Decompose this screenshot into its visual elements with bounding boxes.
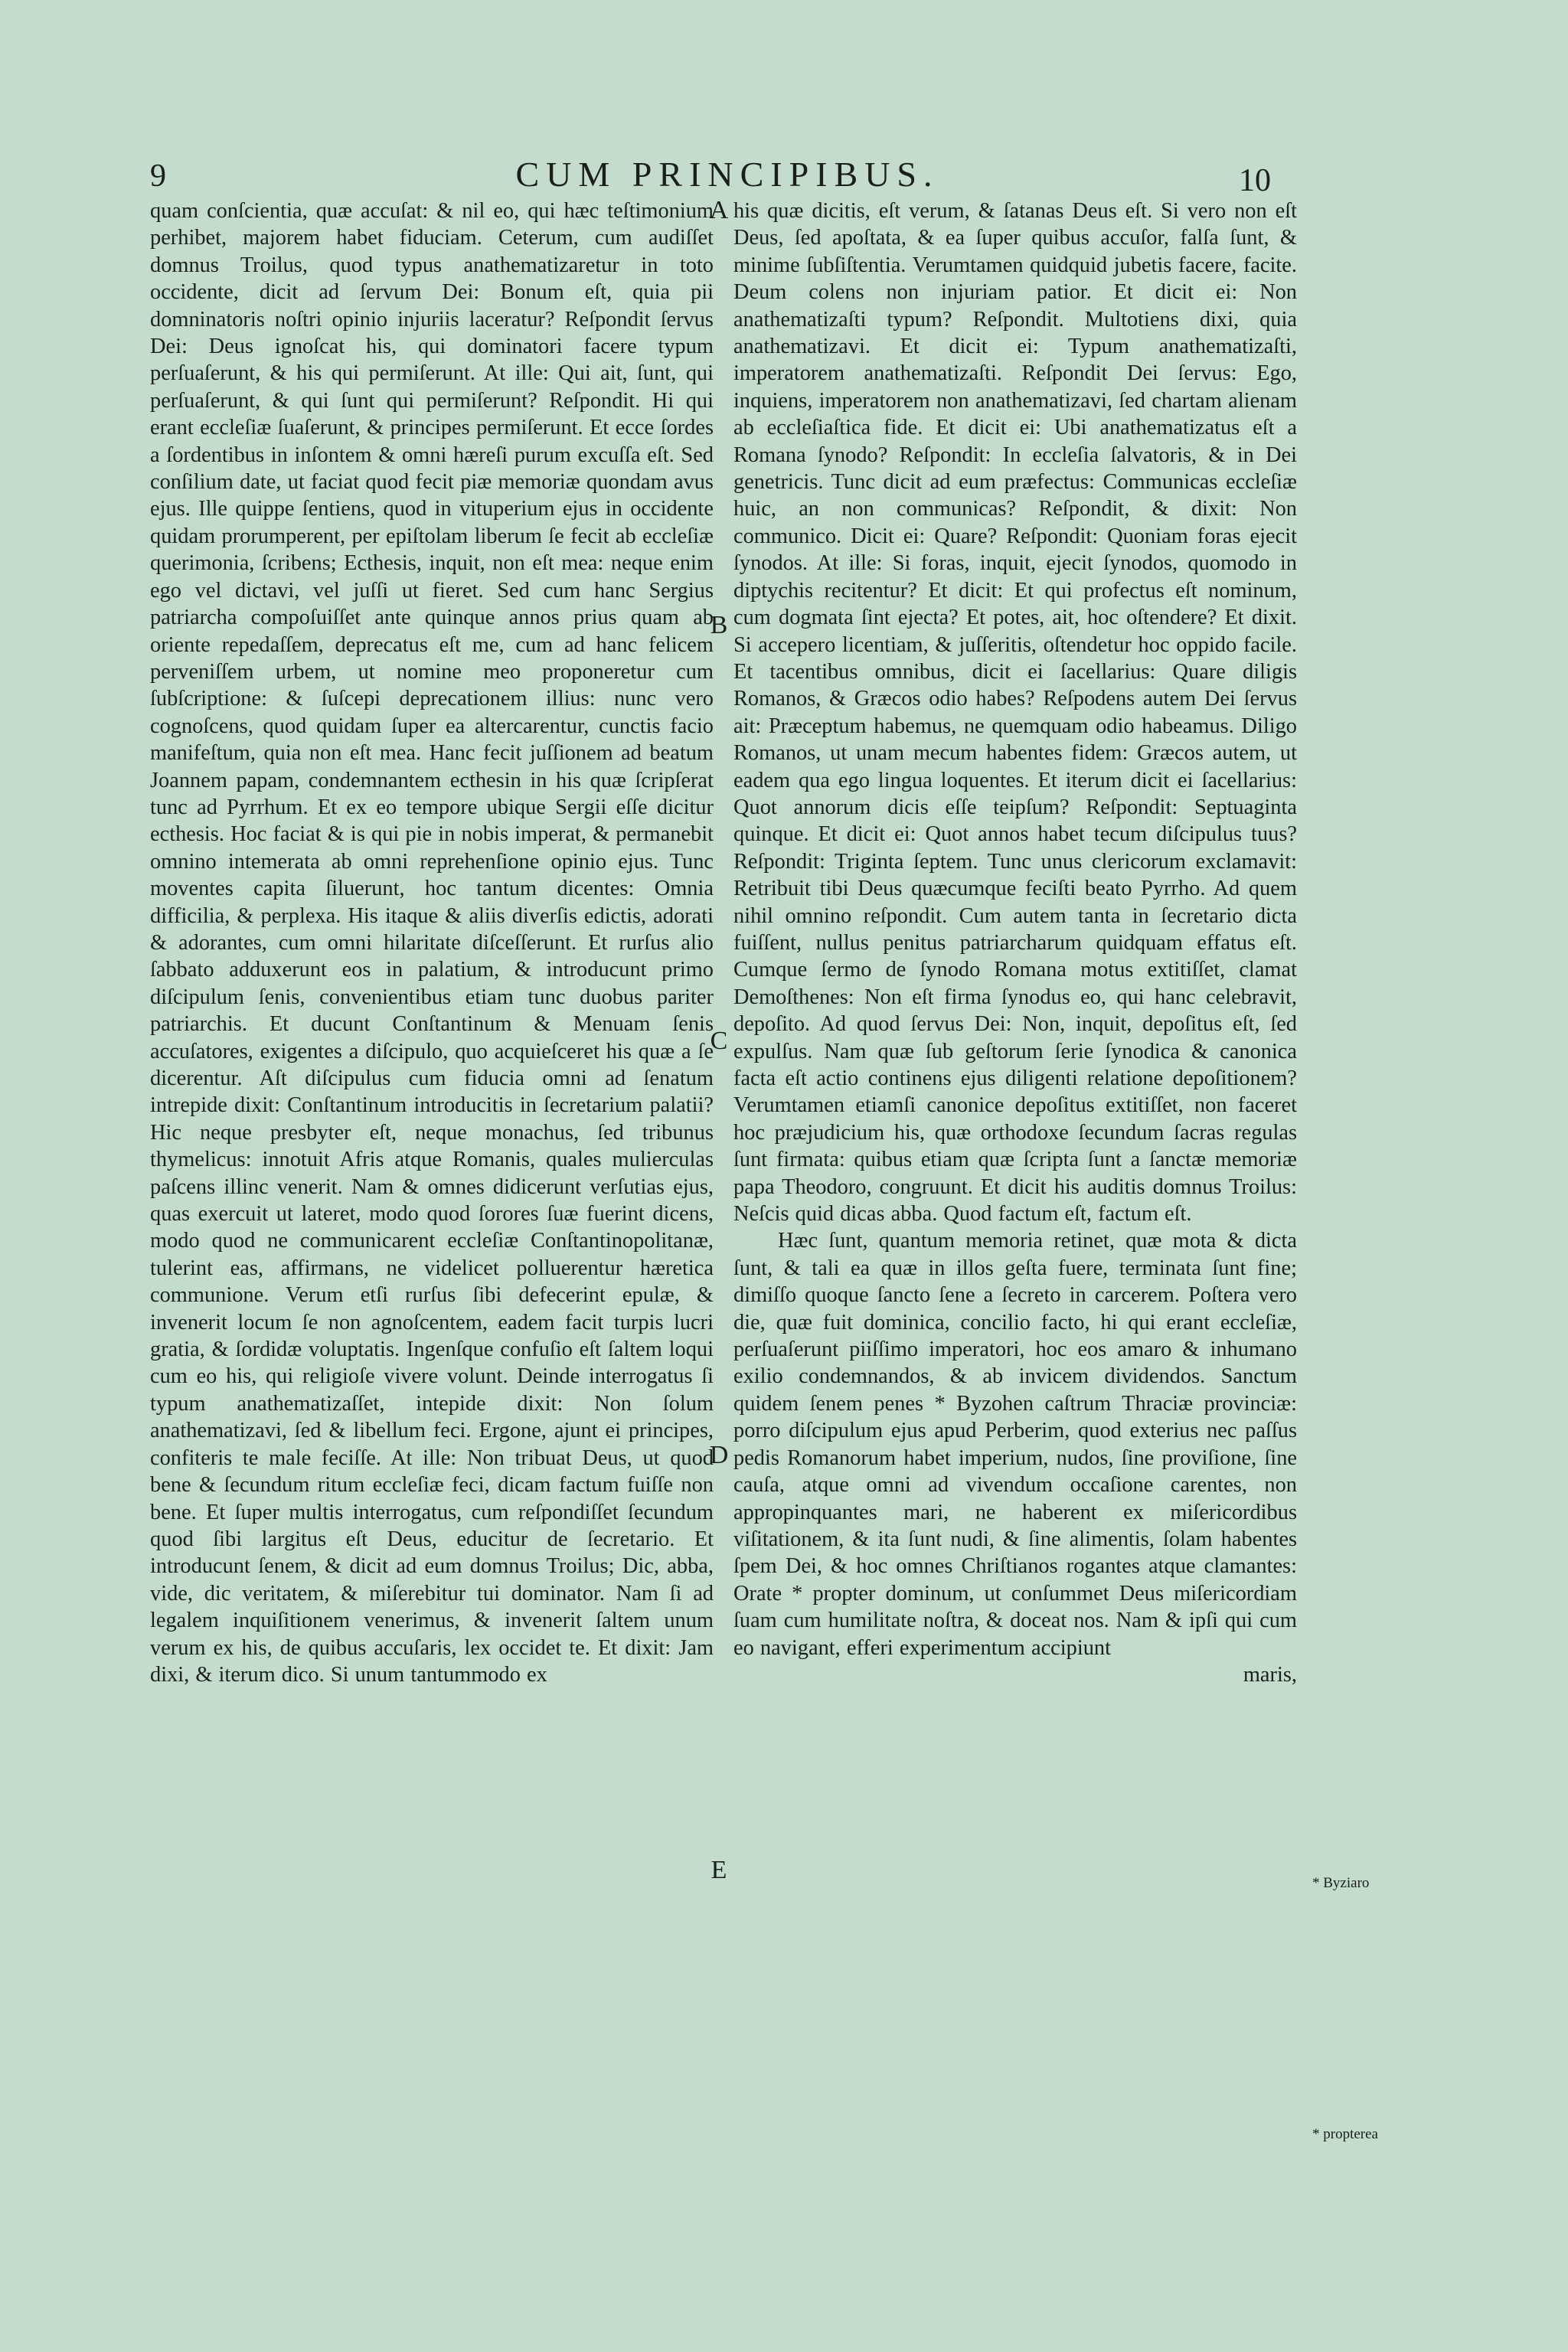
section-letter-a: A: [709, 196, 729, 224]
section-letter-b: B: [710, 611, 728, 639]
section-letter-d: D: [709, 1441, 729, 1469]
running-header: [0, 157, 1568, 203]
right-paragraph-2: Hæc ſunt, quantum memoria retinet, quæ mota & dicta ſunt, & tali ea quæ in illos geſta fuere, terminata ſunt fine; dimiſſo quoque ſancto ſene a ſecreto in carcerem. Poſtera vero die, quæ fuit dominica, concilio facto, hi qui erant eccleſiæ, perſuaſerunt piiſſimo imperatori, hoc eos amaro & inhumano exilio condemnandos, & ab invicem dividendos. Sanctum quidem ſenem penes * Byzohen caſtrum Thraciæ provinciæ: porro diſcipulum ejus apud Perberim, quod exterius nec paſſus pedis Romanorum habet imperium, nudos, ſine proviſione, ſine cauſa, atque omni ad vivendum occaſione carentes, non appropinquantes mari, ne haberent ex miſericordibus viſitationem, & ita ſunt nudi, & ſine alimentis, ſolam habentes ſpem Dei, & hoc omnes Chriſtianos rogantes atque clamantes: Orate * propter dominum, ut conſummet Deus miſericordiam ſuam cum humilitate noſtra, & doceat nos. Nam & ipſi qui cum eo navigant, efferi experimentum accipiunt: [733, 1229, 1297, 1660]
right-paragraph-1: his quæ dicitis, eſt verum, & ſatanas Deus eſt. Si vero non eſt Deus, ſed apoſtata, & ea ſuper quibus accuſor, falſa ſunt, & minime ſubſiſtentia. Verumtamen quidquid jubetis facere, facite. Deum colens non injuriam patior. Et dicit ei: Non anathematizaſti typum? Reſpondit. Multotiens dixi, quia anathematizavi. Et dicit ei: Typum anathematizaſti, imperatorem anathematizaſti. Reſpondit Dei ſervus: Ego, inquiens, imperatorem non anathematizavi, ſed chartam alienam ab eccleſiaſtica fide. Et dicit ei: Ubi anathematizatus eſt a Romana ſynodo? Reſpondit: In eccleſia ſalvatoris, & in Dei genetricis. Tunc dicit ad eum præfectus: Communicas eccleſiæ huic, an non communicas? Reſpondit, & dixit: Non communico. Dicit ei: Quare? Reſpondit: Quoniam foras ejecit ſynodos. At ille: Si foras, inquit, ejecit ſynodos, quomodo in diptychis recitentur? Et dicit: Et qui profectus eſt nominum, cum dogmata ſint ejecta? Et potes, ait, hoc oſtendere? Et dixit. Si accepero licentiam, & juſſeritis, oſtendetur hoc oppido facile. Et tacentibus omnibus, dicit ei ſacellarius: Quare diligis Romanos, & Græcos odio habes? Reſpodens autem Dei ſervus ait: Præceptum habemus, ne quemquam odio habeamus. Diligo Romanos, ut unam mecum habentes fidem: Græcos autem, ut eadem qua ego lingua loquentes. Et iterum dicit ei ſacellarius: Quot annorum dicis eſſe teipſum? Reſpondit: Septuaginta quinque. Et dicit ei: Quot annos habet tecum diſcipulus tuus? Reſpondit: Triginta ſeptem. Tunc unus clericorum exclamavit: Retribuit tibi Deus quæcumque feciſti beato Pyrrho. Ad quem nihil omnino reſpondit. Cum autem tanta in ſecretario dicta fuiſſent, nullus penitus patriarcharum quidquam effatus eſt. Cumque ſermo de ſynodo Romana motus extitiſſet, clamat Demoſthenes: Non eſt firma ſynodus eo, qui hanc celebravit, depoſito. Ad quod ſervus Dei: Non, inquit, depoſitus eſt, ſed expulſus. Nam quæ ſub geſtorum ſerie ſynodica & canonica facta eſt actio continens ejus diligenti relatione depoſitionem? Verumtamen etiamſi canonice depoſitus extitiſſet, non faceret hoc præjudicium his, quæ orthodoxe ſecundum ſacras regulas ſunt firmata: quibus etiam quæ ſcripta ſunt a ſanctæ memoriæ papa Theodoro, congruunt. Et dicit his auditis domnus Troilus: Neſcis quid dicas abba. Quod factum eſt, factum eſt.: [733, 199, 1297, 1227]
margin-note-byziaro: * Byziaro: [1312, 1875, 1370, 1891]
left-text-column: [150, 198, 714, 1688]
right-text-column: [733, 198, 1297, 1688]
catchword: maris,: [1243, 1662, 1297, 1687]
section-letter-e: E: [710, 1856, 727, 1884]
page-number-right: 10: [1239, 163, 1271, 198]
left-paragraph: quam conſcientia, quæ accuſat: & nil eo, qui hæc teſtimonium perhibet, majorem habet fiduciam. Ceterum, cum audiſſet domnus Troilus, quod typus anathematizaretur in toto occidente, dicit ad ſervum Dei: Bonum eſt, quia pii domninatoris noſtri opinio injuriis laceratur? Reſpondit ſervus Dei: Deus ignoſcat his, qui dominatori facere typum perſuaſerunt, & his qui permiſerunt. At ille: Qui ait, ſunt, qui perſuaſerunt, & qui ſunt qui permiſerunt? Reſpondit. Hi qui erant eccleſiæ ſuaſerunt, & principes permiſerunt. Et ecce ſordes a ſordentibus in inſontem & omni hæreſi purum excuſſa eſt. Sed conſilium date, ut faciat quod fecit piæ memoriæ quondam avus ejus. Ille quippe ſentiens, quod in vituperium ejus in occidente quidam prorumperent, per epiſtolam liberum ſe fecit ab eccleſiæ querimonia, ſcribens; Ecthesis, inquit, non eſt mea: neque enim ego vel dictavi, vel juſſi ut fieret. Sed cum hanc Sergius patriarcha compoſuiſſet ante quinque annos prius quam ab oriente repedaſſem, deprecatus eſt me, cum ad hanc felicem perveniſſem urbem, ut nomine meo proponeretur cum ſubſcriptione: & ſuſcepi deprecationem illius: nunc vero cognoſcens, quod quidam ſuper ea altercarentur, cunctis facio manifeſtum, quia non eſt mea. Hanc fecit juſſionem ad beatum Joannem papam, condemnantem ecthesin in his quæ ſcripſerat tunc ad Pyrrhum. Et ex eo tempore ubique Sergii eſſe dicitur ecthesis. Hoc faciat & is qui pie in nobis imperat, & permanebit omnino intemerata ab omni reprehenſione opinio ejus. Tunc moventes capita ſiluerunt, hoc tantum dicentes: Omnia difficilia, & perplexa. His itaque & aliis diverſis edictis, adorati & adorantes, cum omni hilaritate diſceſſerunt. Et rurſus alio ſabbato adduxerunt eos in palatium, & introducunt primo diſcipulum ſenis, convenientibus etiam tunc duobus pariter patriarchis. Et ducunt Conſtantinum & Menuam ſenis accuſatores, exigentes a diſcipulo, quo acquieſceret his quæ a ſe dicerentur. Aſt diſcipulus cum fiducia omni ad ſenatum intrepide dixit: Conſtantinum introducitis in ſecretarium palatii? Hic neque presbyter eſt, neque monachus, ſed tribunus thymelicus: innotuit Afris atque Romanis, quales mulierculas paſcens illinc venerit. Nam & omnes didicerunt verſutias ejus, quas exercuit ut lateret, modo quod ſorores ſuæ fuerint dicens, modo quod ne communicarent eccleſiæ Conſtantinopolitanæ, tulerint eas, affirmans, ne videlicet polluerentur hæretica communione. Verum etſi rurſus ſibi defecerint epulæ, & invenerit locum ſe non agnoſcentem, eadem facit turpis lucri gratia, & ſordidæ voluptatis. Ingenſque confuſio eſt ſaltem loqui cum eo his, qui religioſe vivere volunt. Deinde interrogatus ſi typum anathematizaſſet, intepide dixit: Non ſolum anathematizavi, ſed & libellum feci. Ergone, ajunt ei principes, confiteris te male feciſſe. At ille: Non tribuat Deus, ut quod bene & ſecundum ritum eccleſiæ feci, dicam factum fuiſſe non bene. Et ſuper multis interrogatus, cum reſpondiſſet ſecundum quod ſibi largitus eſt Deus, educitur de ſecretario. Et introducunt ſenem, & dicit ad eum domnus Troilus; Dic, abba, vide, dic veritatem, & miſerebitur tui dominator. Nam ſi ad legalem inquiſitionem venerimus, & invenerit ſaltem unum verum ex his, de quibus accuſaris, lex occidet te. Et dixit: Jam dixi, & iterum dico. Si unum tantummodo ex: [150, 199, 714, 1687]
section-letter-c: C: [710, 1027, 728, 1055]
running-title: CUM PRINCIPIBUS.: [515, 155, 939, 194]
margin-note-propterea: * propterea: [1312, 2126, 1378, 2142]
page-number-left: 9: [150, 158, 166, 194]
